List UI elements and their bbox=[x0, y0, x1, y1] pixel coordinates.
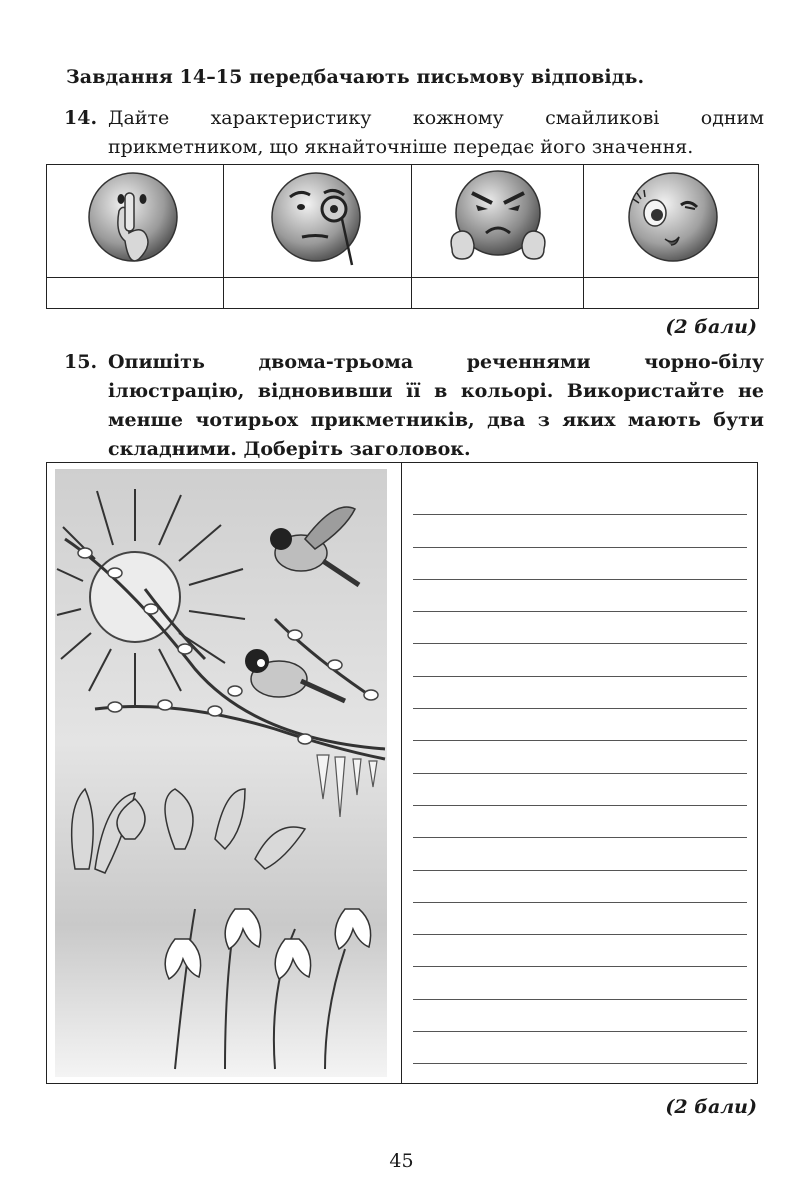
task-15-text: Опишіть двома-трьома реченнями чорно-білу ілюстрацію, відновивши її в кольорі. Використайте не менше чотирьох прикметників, два з яких мають бути складними. Доберіть заголовок. bbox=[108, 351, 764, 460]
spring-illustration bbox=[55, 469, 387, 1077]
tasks-heading: Завдання 14–15 передбачають письмову відповідь. bbox=[66, 66, 645, 88]
answer-line[interactable] bbox=[413, 806, 747, 838]
column-divider bbox=[401, 463, 402, 1083]
answer-line[interactable] bbox=[413, 774, 747, 806]
page-number: 45 bbox=[389, 1150, 414, 1172]
answer-line[interactable] bbox=[413, 677, 747, 709]
smiley-cell-3 bbox=[412, 165, 584, 278]
answer-line[interactable] bbox=[413, 709, 747, 741]
answer-line[interactable] bbox=[413, 967, 747, 999]
answer-line[interactable] bbox=[413, 483, 747, 515]
task-14-number: 14. bbox=[64, 107, 98, 129]
smiley-cell-1 bbox=[47, 165, 224, 278]
angry-face-icon bbox=[446, 167, 550, 271]
answer-line[interactable] bbox=[413, 515, 747, 547]
answer-line[interactable] bbox=[413, 1000, 747, 1032]
winking-face-icon bbox=[619, 167, 723, 271]
answer-line[interactable] bbox=[413, 935, 747, 967]
answer-line[interactable] bbox=[413, 1032, 747, 1064]
answer-cell-3[interactable] bbox=[412, 278, 584, 309]
task-15-number: 15. bbox=[64, 351, 98, 373]
answer-cell-1[interactable] bbox=[47, 278, 224, 309]
task-14-points: (2 бали) bbox=[665, 316, 757, 338]
smiley-table bbox=[46, 164, 759, 309]
task-14 bbox=[64, 104, 764, 164]
answer-lines[interactable] bbox=[413, 483, 747, 1064]
task-14-text: Дайте характеристику кожному смайликові одним прикметником, що якнайточніше передає його значення. bbox=[108, 107, 764, 158]
answer-line[interactable] bbox=[413, 644, 747, 676]
answer-cell-2[interactable] bbox=[223, 278, 412, 309]
task-15 bbox=[64, 348, 764, 468]
task-15-answer-box bbox=[46, 462, 758, 1084]
answer-line[interactable] bbox=[413, 903, 747, 935]
answer-line[interactable] bbox=[413, 580, 747, 612]
answer-line[interactable] bbox=[413, 548, 747, 580]
answer-line[interactable] bbox=[413, 741, 747, 773]
monocle-face-icon bbox=[268, 167, 368, 271]
answer-line[interactable] bbox=[413, 838, 747, 870]
answer-line[interactable] bbox=[413, 871, 747, 903]
answer-cell-4[interactable] bbox=[584, 278, 759, 309]
smiley-cell-2 bbox=[223, 165, 412, 278]
shush-face-icon bbox=[85, 167, 185, 271]
task-15-points: (2 бали) bbox=[665, 1096, 757, 1118]
answer-line[interactable] bbox=[413, 612, 747, 644]
smiley-cell-4 bbox=[584, 165, 759, 278]
